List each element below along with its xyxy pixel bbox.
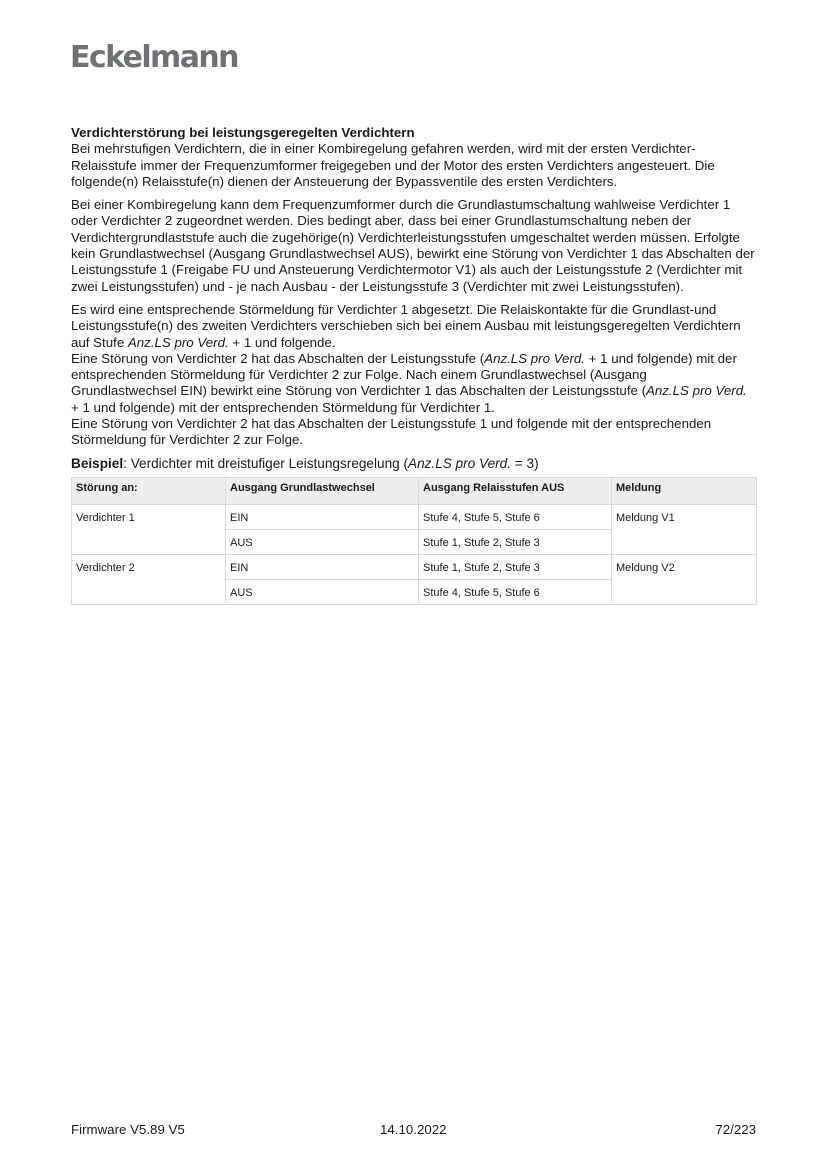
table-row	[72, 504, 757, 529]
cell-relais: Stufe 4, Stufe 5, Stufe 6	[419, 579, 612, 604]
term-anz-ls: Anz.LS pro Verd.	[408, 455, 512, 471]
term-anz-ls: Anz.LS pro Verd.	[484, 350, 585, 366]
footer-page-number: 72/223	[715, 1122, 756, 1137]
header-ausgang-grundlastwechsel: Ausgang Grundlastwechsel	[226, 477, 419, 504]
footer-date: 14.10.2022	[380, 1122, 447, 1137]
cell-ausgang: EIN	[226, 554, 419, 579]
cell-stoerung: Verdichter 2	[72, 554, 226, 604]
example-text-b: = 3)	[511, 455, 539, 471]
table-header-row	[72, 477, 757, 504]
example-table	[71, 477, 757, 605]
paragraph-4-text-a: Eine Störung von Verdichter 2 hat das Abschalten der Leistungsstufe (	[71, 350, 485, 366]
cell-ausgang: EIN	[226, 504, 419, 529]
paragraph-3-text-a: Es wird eine entsprechende Störmeldung für Verdichter 1 abgesetzt. Die Relaiskontakte für die Grundlast-und Leistungsstufe(n) des zweiten Verdichters verschieben sich bei einem Ausbau mit leistungsgeregelten Verdichtern auf Stufe	[71, 301, 741, 350]
cell-meldung: Meldung V2	[612, 554, 757, 604]
paragraph-4-text-b: + 1 und folgende) mit der entsprechenden Störmeldung für Verdichter 2 zur Folge. Nach einem Grundlastwechsel (Ausgang Grundlastwechsel EIN) bewirkt eine Störung von Verdichter 1 das Abschalten der Leistungsstufe (	[71, 350, 737, 399]
cell-stoerung: Verdichter 1	[72, 504, 226, 554]
cell-ausgang: AUS	[226, 529, 419, 554]
term-anz-ls: Anz.LS pro Verd.	[646, 383, 747, 399]
cell-relais: Stufe 1, Stufe 2, Stufe 3	[419, 554, 612, 579]
section-heading: Verdichterstörung bei leistungsgeregelten Verdichtern	[71, 125, 415, 140]
table-row	[72, 554, 757, 579]
cell-meldung: Meldung V1	[612, 504, 757, 554]
paragraph-4-text-c: + 1 und folgende) mit der entsprechenden Störmeldung für Verdichter 1.	[71, 399, 495, 415]
paragraph-3	[71, 302, 756, 449]
cell-ausgang: AUS	[226, 579, 419, 604]
paragraph-2: Bei einer Kombiregelung kann dem Frequenzumformer durch die Grundlastumschaltung wahlweise Verdichter 1 oder Verdichter 2 zugeordnet werden. Dies bedingt aber, dass bei einer Grundlastumschaltung neben der Verdichtergrundlaststufe auch die zugehörige(n) Verdichterleistungsstufen umgeschaltet werden müssen. Erfolgte kein Grundlastwechsel (Ausgang Grundlastwechsel AUS), bewirkt eine Störung von Verdichter 1 das Abschalten der Leistungsstufe 1 (Freigabe FU und Ansteuerung Verdichtermotor V1) als auch der Leistungsstufe 2 (Verdichter mit zwei Leistungsstufen) und - je nach Ausbau - der Leistungsstufe 3 (Verdichter mit zwei Leistungsstufen).	[71, 197, 755, 294]
paragraph-intro	[71, 125, 756, 190]
example-text-a: : Verdichter mit dreistufiger Leistungsregelung (	[123, 455, 408, 471]
paragraph-1-text: Bei mehrstufigen Verdichtern, die in einer Kombiregelung gefahren werden, wird mit der ersten Verdichter-Relaisstufe immer der Frequenzumformer freigegeben und der Motor des ersten Verdichters angesteuert. Die folgende(n) Relaisstufe(n) dienen der Ansteuerung der Bypassventile des ersten Verdichters.	[71, 141, 715, 189]
paragraph-5: Eine Störung von Verdichter 2 hat das Abschalten der Leistungsstufe 1 und folgende mit der entsprechenden Störmeldung für Verdichter 2 zur Folge.	[71, 416, 712, 448]
cell-relais: Stufe 4, Stufe 5, Stufe 6	[419, 504, 612, 529]
term-anz-ls: Anz.LS pro Verd.	[127, 334, 229, 350]
header-ausgang-relaisstufen: Ausgang Relaisstufen AUS	[419, 477, 612, 504]
header-meldung: Meldung	[612, 477, 757, 504]
example-line	[71, 456, 756, 472]
header-stoerung: Störung an:	[72, 477, 226, 504]
eckelmann-logo: Eckelmann	[70, 40, 238, 75]
document-body	[71, 125, 756, 605]
cell-relais: Stufe 1, Stufe 2, Stufe 3	[419, 529, 612, 554]
example-label: Beispiel	[71, 455, 124, 471]
paragraph-4	[71, 351, 756, 416]
footer-firmware: Firmware V5.89 V5	[71, 1122, 185, 1137]
paragraph-3-text-b: + 1 und folgende.	[228, 334, 336, 350]
